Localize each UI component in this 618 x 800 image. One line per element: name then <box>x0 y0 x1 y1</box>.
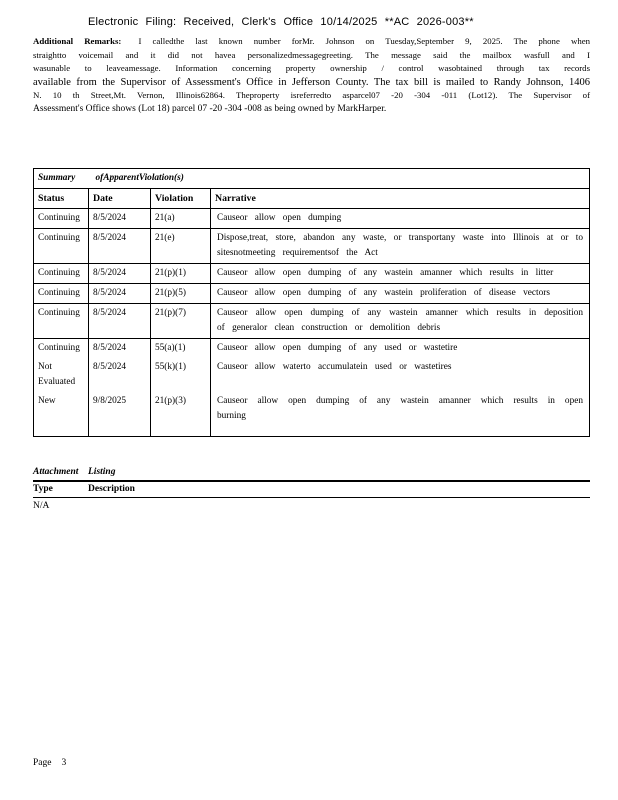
attachment-type-value: N/A <box>33 501 50 511</box>
violation-date: 8/5/2024 <box>89 264 151 284</box>
violation-narrative: Causeor allow open dumping of any used or wastetire <box>211 339 590 359</box>
col-header-date: Date <box>89 189 151 209</box>
remarks-line: wasunable to leaveamessage. Information concerning property ownership / control wasobtained through tax records <box>33 63 590 73</box>
page-number: 3 <box>61 758 67 768</box>
violation-status: Continuing <box>34 284 89 304</box>
violation-status: Continuing <box>34 209 89 229</box>
violation-code: 55(a)(1) <box>151 339 211 359</box>
remarks-line <box>33 35 590 49</box>
remarks-line: Assessment's Office shows (Lot 18) parcel 07 -20 -304 -008 as being owned by MarkHarper. <box>33 103 387 114</box>
attachment-table-header <box>33 482 590 498</box>
violation-narrative: Causeor allow open dumping of any wastein amanner which results in open burning <box>211 392 590 437</box>
violations-table-title-row <box>34 169 590 189</box>
additional-remarks <box>33 35 590 116</box>
violation-row <box>34 358 590 392</box>
remarks-label: Additional Remarks: <box>33 36 122 46</box>
violation-row <box>34 264 590 284</box>
violation-code: 21(p)(1) <box>151 264 211 284</box>
page-footer <box>33 758 66 768</box>
violation-narrative: Dispose,treat, store, abandon any waste, or transportany waste into Illinois at or to sitesnotmeeting requirementsof the Act <box>211 229 590 264</box>
violation-row <box>34 209 590 229</box>
violation-date: 8/5/2024 <box>89 229 151 264</box>
violation-status: Continuing <box>34 304 89 339</box>
violation-status: Not Evaluated <box>38 362 76 387</box>
page-label: Page <box>33 758 52 768</box>
attachment-listing-section <box>33 467 590 511</box>
violation-date: 8/5/2024 <box>89 209 151 229</box>
violation-date: 8/5/2024 <box>89 304 151 339</box>
attachment-subtitle-word: Listing <box>88 467 116 477</box>
violation-date: 8/5/2024 <box>89 284 151 304</box>
col-header-violation: Violation <box>151 189 211 209</box>
violation-row <box>34 339 590 359</box>
violation-row <box>34 284 590 304</box>
col-header-narrative: Narrative <box>211 189 590 209</box>
violation-status: Continuing <box>38 343 80 353</box>
violation-row <box>34 229 590 264</box>
col-header-status: Status <box>34 189 89 209</box>
remarks-line: N. 10 th Street,Mt. Vernon, Illinois62864. Theproperty isreferredto asparcel07 -20 -304 -011 (Lot12). The Supervisor of <box>33 90 590 100</box>
violation-code: 21(a) <box>151 209 211 229</box>
attachment-row <box>33 498 590 511</box>
violation-narrative: Causeor allow open dumping of any wastein amanner which results in litter <box>211 264 590 284</box>
attachment-col-description: Description <box>88 484 135 494</box>
remarks-line: straightto voicemail and it did not havea personalizedmessagegreeting. The message said the mailbox wasfull and I <box>33 49 590 60</box>
violation-date: 9/8/2025 <box>89 392 151 437</box>
violation-status: Continuing <box>34 229 89 264</box>
attachment-title-word: Attachment <box>33 467 79 477</box>
violations-table-title: Summary ofApparentViolation(s) <box>34 169 590 189</box>
filing-header: Electronic Filing: Received, Clerk's Office 10/14/2025 **AC 2026-003** <box>88 16 474 28</box>
violation-code: 55(k)(1) <box>151 358 211 392</box>
violation-code: 21(p)(7) <box>151 304 211 339</box>
violation-code: 21(p)(5) <box>151 284 211 304</box>
violation-code: 21(p)(3) <box>151 392 211 437</box>
violation-row <box>34 304 590 339</box>
remarks-text: I calledthe last known number forMr. Johnson on Tuesday,September 9, 2025. The phone when <box>138 36 591 46</box>
violation-date: 8/5/2024 <box>89 339 151 359</box>
attachment-col-type: Type <box>33 484 53 494</box>
violation-narrative: Causeor allow open dumping of any wastein amanner which results in deposition of generalor clean construction or demolition debris <box>211 304 590 339</box>
attachment-listing-title <box>33 467 590 482</box>
violation-row <box>34 392 590 437</box>
violation-status: New <box>38 396 56 406</box>
violation-status: Continuing <box>34 264 89 284</box>
violation-narrative: Causeor allow open dumping <box>211 209 590 229</box>
violation-code: 21(e) <box>151 229 211 264</box>
violation-narrative: Causeor allow open dumping of any wastein proliferation of disease vectors <box>211 284 590 304</box>
remarks-line: available from the Supervisor of Assessment's Office in Jefferson County. The tax bill is mailed to Randy Johnson, 1406 <box>33 76 590 88</box>
violation-narrative: Causeor allow waterto accumulatein used or wastetires <box>211 358 590 392</box>
violations-table-header-row <box>34 189 590 209</box>
violations-table <box>33 168 590 437</box>
violation-date: 8/5/2024 <box>89 358 151 392</box>
